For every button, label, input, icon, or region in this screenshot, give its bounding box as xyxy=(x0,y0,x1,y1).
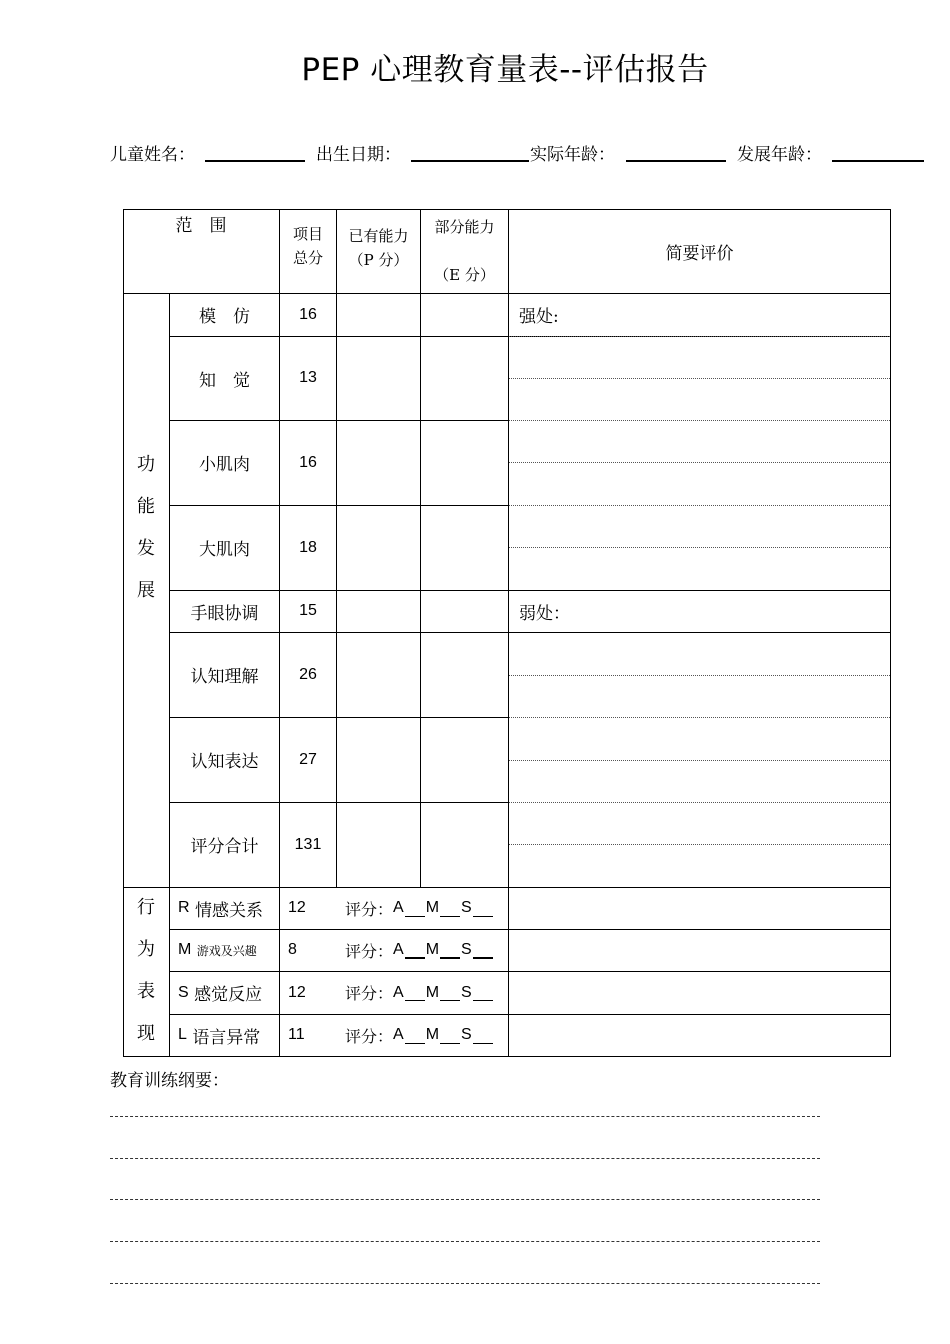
actual-age-field[interactable] xyxy=(626,160,726,162)
dob-label: 出生日期： xyxy=(316,145,401,165)
behavior-row-s-name: S 感觉反应 xyxy=(178,983,263,1005)
behavior-row-m-score[interactable]: 评分： A M S xyxy=(337,929,508,971)
function-development-label: 功能发展 xyxy=(137,454,155,601)
child-name-field[interactable] xyxy=(205,160,305,162)
row-eye-hand-name: 手眼协调 xyxy=(190,603,259,624)
header-brief-eval: 简要评价 xyxy=(665,243,734,264)
weaknesses-label: 弱处： xyxy=(519,603,570,624)
header-e-score: 部分能力 （E 分） xyxy=(434,218,495,284)
strengths-label: 强处: xyxy=(519,307,559,327)
dev-age-field[interactable] xyxy=(832,160,924,162)
header-item-total: 项目总分 xyxy=(292,225,323,267)
dev-age-label: 发展年龄： xyxy=(737,145,822,165)
behavior-row-s-score[interactable]: 评分： A M S xyxy=(337,971,508,1014)
row-cognitive-expression-name: 认知表达 xyxy=(190,752,259,772)
behavior-row-r-name: R 情感关系 xyxy=(178,899,263,921)
row-perception-name: 知 觉 xyxy=(199,370,250,391)
outline-line[interactable] xyxy=(110,1158,820,1159)
behavior-row-l-name: L 语言异常 xyxy=(178,1026,261,1048)
outline-line[interactable] xyxy=(110,1241,820,1242)
row-fine-motor-name: 小肌肉 xyxy=(199,455,250,475)
page-title: PEP 心理教育量表--评估报告 xyxy=(301,52,709,88)
row-perception-total: 13 xyxy=(299,369,317,386)
education-outline-label: 教育训练纲要： xyxy=(110,1071,229,1091)
row-cognitive-expression-total: 27 xyxy=(299,750,317,768)
behavior-row-m-name: M 游戏及兴趣 xyxy=(178,941,257,958)
row-score-total-total: 131 xyxy=(294,835,322,853)
behavior-row-s-total: 12 xyxy=(288,983,306,1001)
behavior-row-r-total: 12 xyxy=(288,899,306,916)
dob-field[interactable] xyxy=(411,160,529,162)
row-eye-hand-total: 15 xyxy=(299,602,317,619)
behavior-row-l-score[interactable]: 评分： A M S xyxy=(337,1014,508,1056)
row-cognitive-comprehension-total: 26 xyxy=(299,665,317,683)
row-gross-motor-total: 18 xyxy=(299,538,317,556)
row-imitation-name: 模 仿 xyxy=(199,307,250,327)
behavior-label: 行为表现 xyxy=(137,897,155,1044)
header-p-score: 已有能力 （P 分） xyxy=(348,227,409,269)
outline-line[interactable] xyxy=(110,1283,820,1284)
row-gross-motor-name: 大肌肉 xyxy=(199,540,250,560)
row-fine-motor-total: 16 xyxy=(299,453,317,471)
assessment-table xyxy=(123,209,891,1057)
behavior-row-m-total: 8 xyxy=(288,941,297,958)
row-imitation-total: 16 xyxy=(299,305,317,323)
actual-age-label: 实际年龄： xyxy=(530,145,615,165)
row-cognitive-comprehension-name: 认知理解 xyxy=(190,667,259,687)
row-score-total-name: 评分合计 xyxy=(190,837,259,857)
header-range: 范 围 xyxy=(175,215,227,236)
behavior-row-l-total: 11 xyxy=(288,1026,305,1043)
child-name-label: 儿童姓名： xyxy=(110,145,195,165)
outline-line[interactable] xyxy=(110,1199,820,1200)
outline-line[interactable] xyxy=(110,1116,820,1117)
behavior-row-r-score[interactable]: 评分： A M S xyxy=(337,887,508,929)
